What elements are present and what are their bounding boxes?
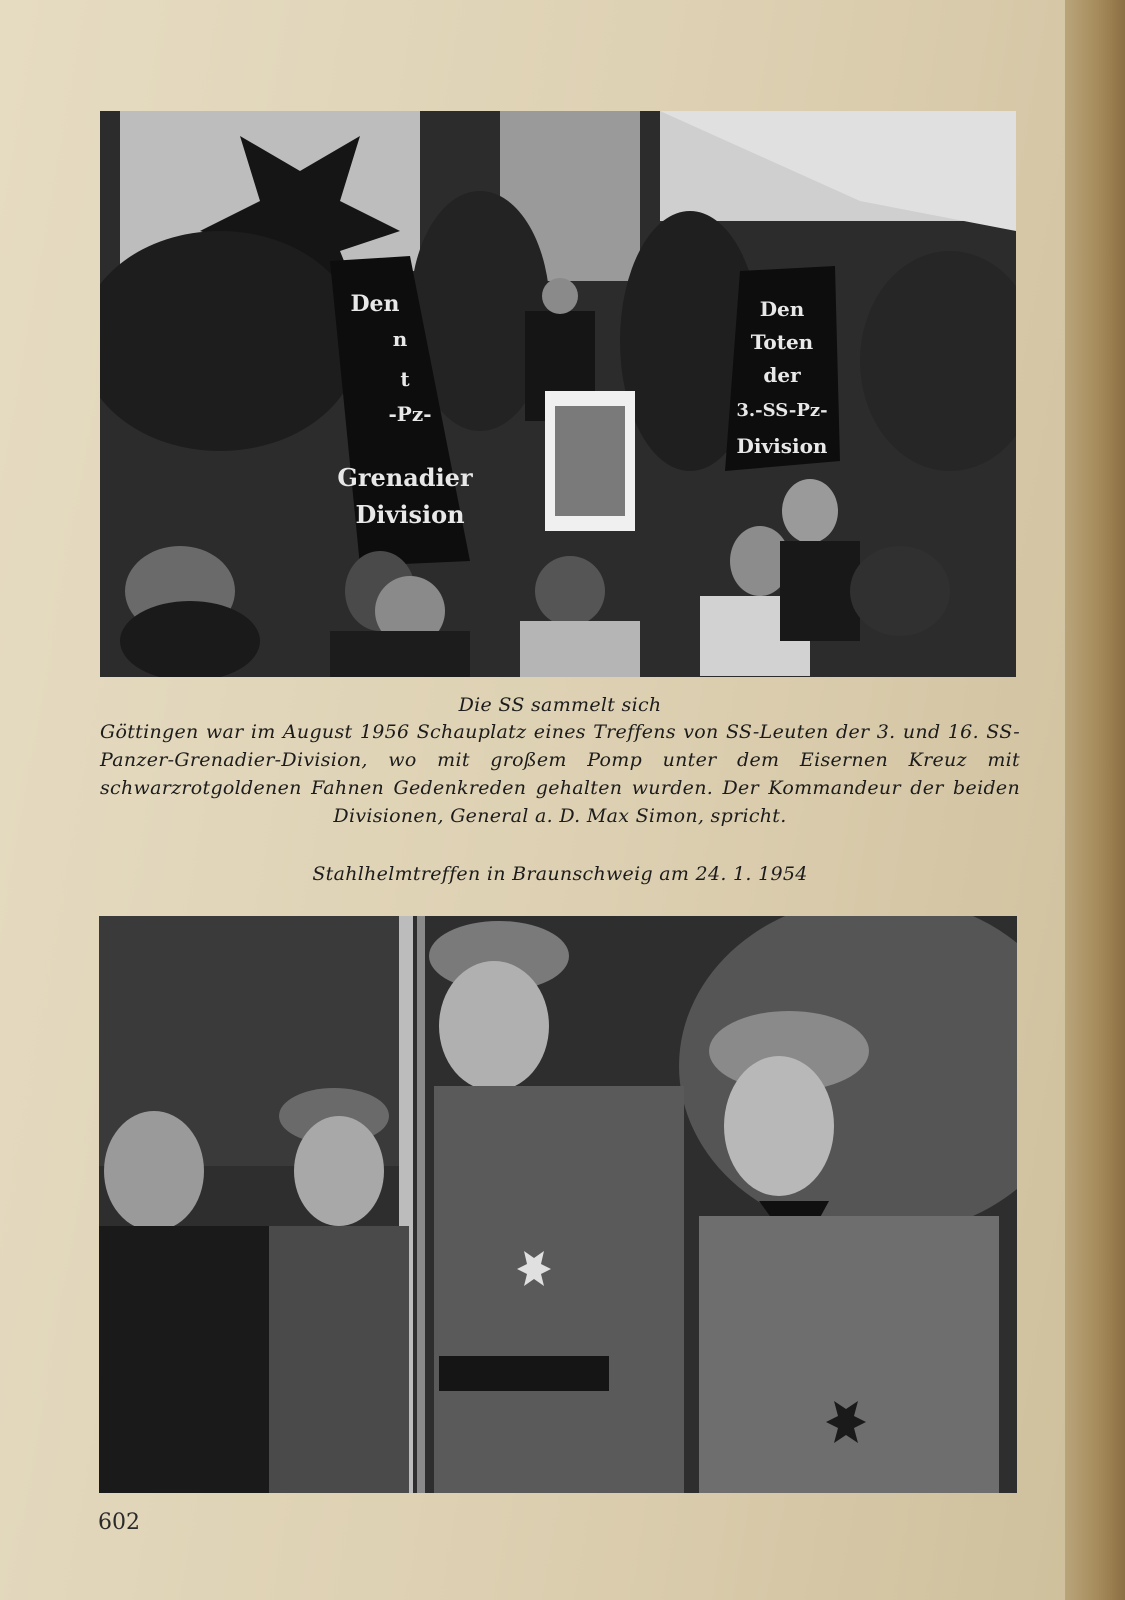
page-number: 602 xyxy=(98,1510,140,1535)
banner-right-line-1: Den xyxy=(759,297,805,321)
photo-ss-meeting xyxy=(100,111,1016,677)
banner-right-line-5: Division xyxy=(736,434,828,458)
banner-left-line-2: n xyxy=(392,327,408,351)
banner-left-line-5: Grenadier xyxy=(337,463,473,492)
banner-right-line-3: der xyxy=(763,363,801,387)
banner-right-line-2: Toten xyxy=(750,330,814,354)
banner-left-line-4: -Pz- xyxy=(388,402,432,426)
caption-first-title: Die SS sammelt sich xyxy=(458,694,662,716)
banner-right-line-4: 3.-SS-Pz- xyxy=(736,400,828,421)
caption-second-title: Stahlhelmtreffen in Braunschweig am 24. 1. 1954 xyxy=(312,863,808,885)
photo-stahlhelm-meeting xyxy=(99,916,1017,1493)
banner-left-line-1: Den xyxy=(350,291,400,317)
book-spine xyxy=(1065,0,1125,1600)
banner-left-line-6: Division xyxy=(355,500,465,529)
caption-first-body: Göttingen war im August 1956 Schauplatz eines Treffens von SS-Leuten der 3. und 16. SS-Panzer-Grenadier-Division, wo mit großem Pomp unter dem Eisernen Kreuz mit schwarzrotgoldenen Fahnen Gedenkreden gehalten wurden. Der Kommandeur der beiden Divisionen, General a. D. Max Simon, spricht. xyxy=(100,721,1020,827)
banner-left-line-3: t xyxy=(400,367,410,391)
